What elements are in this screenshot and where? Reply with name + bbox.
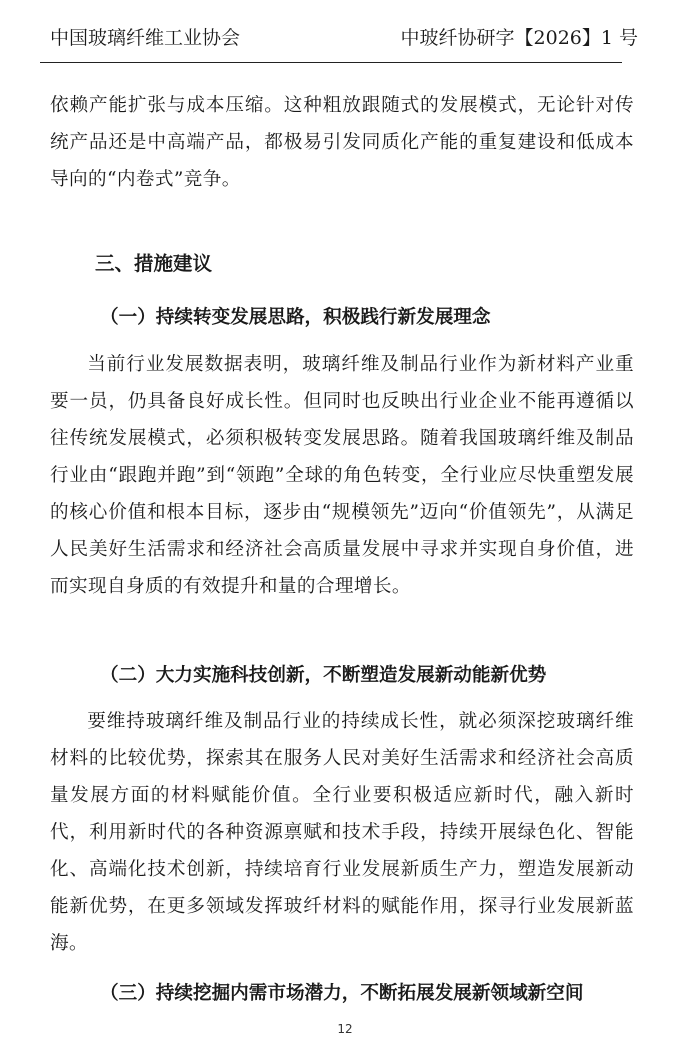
section-heading: 三、措施建议 [95,252,213,275]
continuation-paragraph: 依赖产能扩张与成本压缩。这种粗放跟随式的发展模式，无论针对传统产品还是中高端产品，都极易引发同质化产能的重复建设和低成本导向的“内卷式”竞争。 [50,95,634,190]
document-number: 中玻纤协研字【2026】1 号 [400,27,638,49]
subsection-paragraph-1: 当前行业发展数据表明，玻璃纤维及制品行业作为新材料产业重要一员，仍具备良好成长性。但同时也反映出行业企业不能再遵循以往传统发展模式，必须积极转变发展思路。随着我国玻璃纤维及制品行业由“跟跑并跑”到“领跑”全球的角色转变，全行业应尽快重塑发展的核心价值和根本目标，逐步由“规模领先”迈向“价值领先”，从满足人民美好生活需求和经济社会高质量发展中寻求并实现自身价值，进而实现自身质的有效提升和量的合理增长。 [50,354,634,597]
page-number: 12 [337,1022,353,1036]
header-divider [40,62,622,63]
subsection-heading-3: （三）持续挖掘内需市场潜力，不断拓展发展新领域新空间 [100,983,584,1004]
subsection-paragraph-2: 要维持玻璃纤维及制品行业的持续成长性，就必须深挖玻璃纤维材料的比较优势，探索其在服务人民对美好生活需求和经济社会高质量发展方面的材料赋能价值。全行业要积极适应新时代，融入新时代，利用新时代的各种资源禀赋和技术手段，持续开展绿色化、智能化、高端化技术创新，持续培育行业发展新质生产力，塑造发展新动能新优势，在更多领域发挥玻纤材料的赋能作用，探寻行业发展新蓝海。 [50,711,634,954]
subsection-heading-1: （一）持续转变发展思路，积极践行新发展理念 [100,307,491,328]
page-header [50,22,638,54]
subsection-heading-2: （二）大力实施科技创新，不断塑造发展新动能新优势 [100,665,547,686]
organization-name: 中国玻璃纤维工业协会 [50,27,241,49]
